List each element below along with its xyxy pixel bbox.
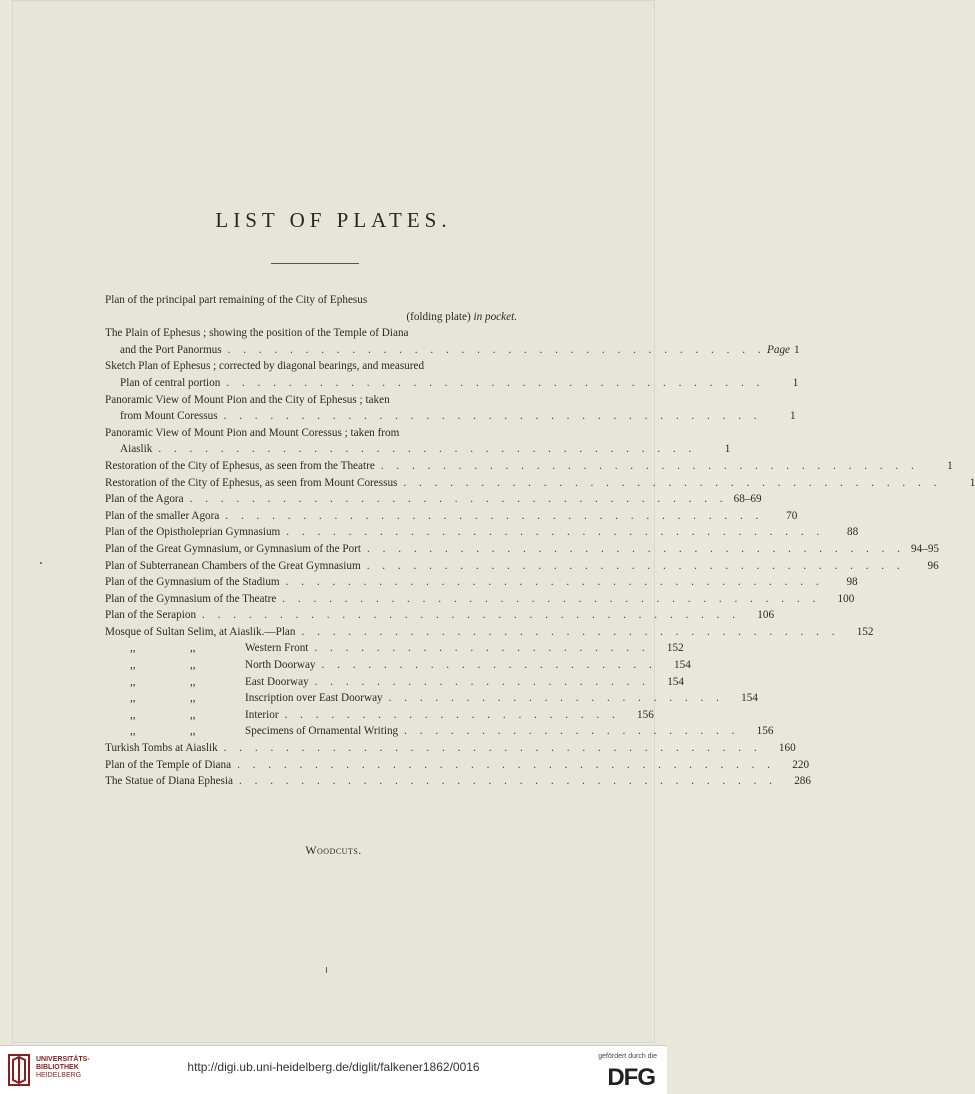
page-number: 152 [666,642,684,655]
plates-list [105,292,975,790]
page-number: 106 [757,609,775,622]
plate-entry [105,541,940,558]
entry-text: Plan of the Temple of Diana [105,758,232,771]
entry-line [105,408,796,425]
leader-dots: . . . . . . . . . . . . . . . . . . . . . . . . . . . . . . . . . . . [239,775,777,788]
ditto-mark: ,, [190,708,196,721]
ditto-mark: ,, [190,642,196,655]
uni-line-2: BIBLIOTHEK [36,1064,79,1071]
plate-entry [105,475,975,492]
page-number: 220 [792,758,810,771]
plate-entry [105,740,796,757]
entry-line [105,392,517,409]
title-rule [271,263,359,264]
page-number: 156 [756,725,774,738]
dfg-funding-note: gefördert durch die [598,1053,657,1060]
entry-text [105,657,316,674]
page-number: 152 [856,625,874,638]
source-url-link[interactable]: http://digi.ub.uni-heidelberg.de/diglit/falkener1862/0016 [187,1060,480,1074]
leader-dots: . . . . . . . . . . . . . . . . . . . . . . . . . . . . . . . . . . . [301,625,840,638]
entry-text: The Statue of Diana Ephesia [105,775,233,788]
page-number: 156 [637,708,654,721]
entry-line [105,375,799,392]
ditto-mark: ,, [130,642,136,655]
plate-entry [105,358,799,391]
entry-text: Plan of the Gymnasium of the Theatre [105,592,277,605]
entry-text: Panoramic View of Mount Pion and Mount Coressus ; taken from [105,426,400,439]
leader-dots: . . . . . . . . . . . . . . . . . . . . . . [404,725,740,738]
page-number: 94–95 [911,542,940,555]
uni-line-1: UNIVERSITÄTS- [36,1056,90,1063]
entry-text: Plan of the principal part remaining of the City of Ephesus [105,294,368,306]
page-number: 88 [847,526,859,539]
ditto-mark: ,, [130,675,136,688]
entry-text: The Plain of Ephesus ; showing the position of the Temple of Diana [105,327,409,340]
entry-line [105,358,517,375]
leader-dots: . . . . . . . . . . . . . . . . . . . . . . . . . . . . . . . . . . . [237,758,776,771]
ditto-mark: ,, [190,659,196,672]
page-number: 160 [778,742,796,755]
ditto-mark: ,, [130,708,136,721]
entry-text: Plan of the Agora [105,493,184,506]
page-number: 100 [837,592,855,605]
leader-dots: . . . . . . . . . . . . . . . . . . . . . . . . . . . . . . . . . . . [226,376,765,389]
entry-line [105,690,758,707]
page-number: 98 [846,576,858,589]
ditto-mark: ,, [130,725,136,738]
page-number: 154 [667,675,684,688]
entry-text: Plan of the Opistholeprian Gymnasium [105,526,281,539]
plate-entry [105,325,800,358]
entry-line [105,773,811,790]
page-number: 1 [947,459,953,472]
plate-entry [105,773,811,790]
plate-entry [105,458,953,475]
plate-entry [105,508,798,525]
mosque-sub-entry [105,657,691,674]
entry-line [105,441,731,458]
entry-line [105,558,939,575]
leader-dots: . . . . . . . . . . . . . . . . . . . . . . [314,675,650,688]
entry-line [105,292,517,309]
sub-entry-text: Inscription over East Doorway [245,692,383,705]
entry-line [105,541,940,558]
entry-line [105,674,684,691]
entry-line [105,757,810,774]
entry-text [105,723,398,740]
entry-text: Sketch Plan of Ephesus ; corrected by diagonal bearings, and measured [105,360,425,373]
entry-text [105,690,383,707]
entry-line [105,640,684,657]
entry-text: and the Port Panormus [120,343,222,356]
mosque-sub-entry [105,640,684,657]
plate-entry [105,558,939,575]
entry-line [105,740,796,757]
mosque-sub-entry [105,690,758,707]
entry-text: Aiaslik [120,443,153,456]
ditto-mark: ,, [190,675,196,688]
plate-entry [105,292,517,325]
entry-text [105,674,309,691]
leader-dots: . . . . . . . . . . . . . . . . . . . . . . [314,642,650,655]
leader-dots: . . . . . . . . . . . . . . . . . . . . . . [388,692,724,705]
entry-line [105,657,691,674]
uni-line-3: HEIDELBERG [36,1072,82,1079]
entry-line [105,342,800,359]
leader-dots: . . . . . . . . . . . . . . . . . . . . . . . . . . . . . . . . . . . [227,343,766,356]
entry-text: Turkish Tombs at Aiaslik [105,742,218,755]
page-number: 1 [792,376,799,389]
entry-text: Plan of the Great Gymnasium, or Gymnasium of the Port [105,542,362,555]
ditto-mark: ,, [190,725,196,738]
entry-text: Plan of central portion [120,376,221,389]
entry-text: Restoration of the City of Ephesus, as seen from Mount Coressus [105,476,398,489]
ditto-mark: ,, [190,692,196,705]
leader-dots: . . . . . . . . . . . . . . . . . . . . . . . . . . . . . . . . . . . [223,410,762,423]
leader-dots: . . . . . . . . . . . . . . . . . . . . . . [284,708,620,721]
page-number: 96 [927,559,939,572]
plate-entry [105,392,796,425]
page-label: Page [767,343,791,356]
footer-bar [0,1045,667,1094]
plate-entry [105,624,874,641]
page-number: 1 [969,476,975,489]
sub-entry-text: Interior [245,708,279,721]
leader-dots: . . . . . . . . . . . . . . . . . . . . . . . . . . . . . . . . . . . [282,592,821,605]
page-number: 70 [786,509,798,522]
entry-text [105,640,308,657]
entry-line [105,475,975,492]
leader-dots: . . . . . . . . . . . . . . . . . . . . . . . . . . . . . . . . . . . [225,509,764,522]
dfg-logo[interactable]: DFG [607,1064,655,1091]
leader-dots: . . . . . . . . . . . . . . . . . . . . . . . . . . . . . . . . . . . [202,609,741,622]
folding-plate-note: (folding plate) in pocket. [406,310,517,323]
entry-line [105,707,654,724]
page-number: 1 [789,410,796,423]
entry-line [105,624,874,641]
mosque-sub-entry [105,674,684,691]
entry-text [105,707,279,724]
page-number: 286 [794,775,811,788]
entry-text: Restoration of the City of Ephesus, as seen from the Theatre [105,459,375,472]
plate-entry [105,524,859,541]
leader-dots: . . . . . . . . . . . . . . . . . . . . . . . . . . . . . . . . . . . [158,443,697,456]
page-number: 154 [674,659,691,672]
page-number: 68–69 [733,493,762,506]
sub-entry-text: Western Front [245,642,309,655]
leader-dots: . . . . . . . . . . . . . . . . . . . . . . . . . . . . . . . . . . . [366,559,905,572]
entry-line [105,723,774,740]
entry-line [105,458,953,475]
entry-text: from Mount Coressus [120,410,218,423]
mosque-sub-entry [105,723,774,740]
entry-line [105,491,762,508]
ditto-mark: ,, [130,692,136,705]
entry-line [105,607,775,624]
entry-line [105,591,855,608]
leader-dots: . . . . . . . . . . . . . . . . . . . . . . . . . . . . . . . . . . . [223,742,762,755]
leader-dots: . . . . . . . . . . . . . . . . . . . . . . . . . . . . . . . . . . . [403,476,942,489]
leader-dots: . . . . . . . . . . . . . . . . . . . . . . [321,659,657,672]
entry-line [105,574,858,591]
scan-speck [326,967,327,973]
plate-entry [105,607,775,624]
woodcuts-heading: Woodcuts. [305,843,362,857]
plate-entry [105,425,731,458]
page-title: LIST OF PLATES. [215,208,452,232]
leader-dots: . . . . . . . . . . . . . . . . . . . . . . . . . . . . . . . . . . . [367,542,906,555]
leader-dots: . . . . . . . . . . . . . . . . . . . . . . . . . . . . . . . . . . . [286,526,825,539]
entry-text: Plan of Subterranean Chambers of the Great Gymnasium [105,559,361,572]
entry-text: Plan of the smaller Agora [105,509,220,522]
entry-line [105,524,859,541]
plate-entry [105,491,762,508]
ditto-mark: ,, [130,659,136,672]
sub-entry-text: North Doorway [245,659,316,672]
location-note: in pocket. [473,310,517,323]
page-number: 1 [724,443,731,456]
scan-speck [40,562,42,564]
sub-entry-text: East Doorway [245,675,309,688]
sub-entry-text: Specimens of Ornamental Writing [245,725,399,738]
plate-entry [105,757,810,774]
leader-dots: . . . . . . . . . . . . . . . . . . . . . . . . . . . . . . . . . . . [380,459,919,472]
entry-line [105,508,798,525]
plate-entry [105,591,855,608]
leader-dots: . . . . . . . . . . . . . . . . . . . . . . . . . . . . . . . . . . . [285,576,824,589]
entry-line [105,425,517,442]
mosque-sub-entry [105,707,654,724]
entry-text: Mosque of Sultan Selim, at Aiaslik.—Plan [105,625,296,638]
entry-text: Plan of the Serapion [105,609,197,622]
entry-line [105,325,517,342]
entry-text: Plan of the Gymnasium of the Stadium [105,576,280,589]
entry-text: Panoramic View of Mount Pion and the City of Ephesus ; taken [105,393,390,406]
leader-dots: . . . . . . . . . . . . . . . . . . . . . . . . . . . . . . . . . . . [189,493,728,506]
page-number: 154 [741,692,758,705]
page-number: Page 1 [767,343,800,356]
plate-entry [105,574,858,591]
